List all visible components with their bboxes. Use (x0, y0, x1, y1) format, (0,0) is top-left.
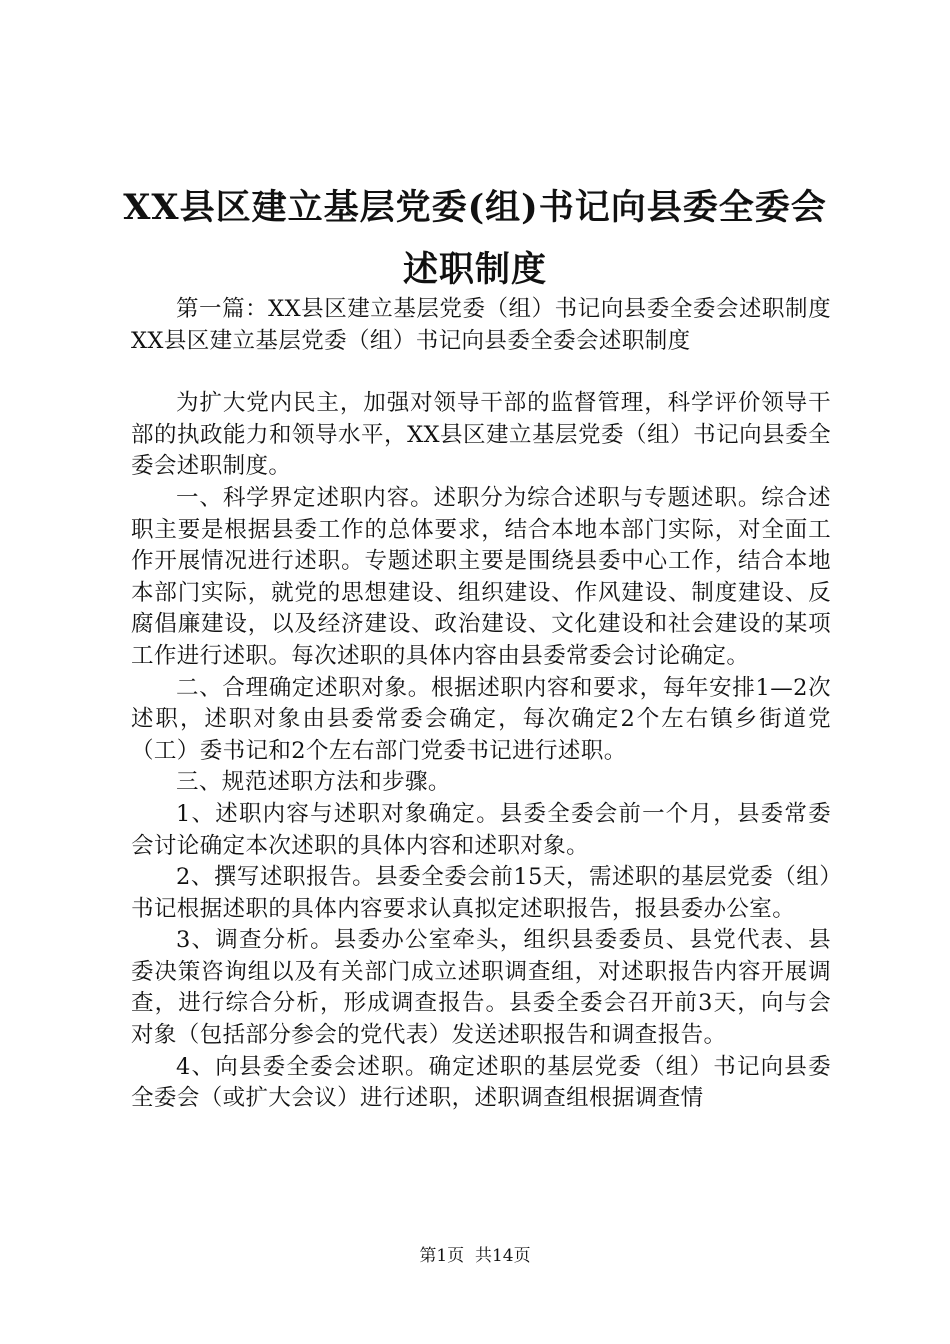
paragraph-section-2: 二、合理确定述职对象。根据述职内容和要求，每年安排1—2次述职，述职对象由县委常委会确定，每次确定2个左右镇乡街道党（工）委书记和2个左右部门党委书记进行述职。 (131, 674, 831, 764)
paragraph-step-2: 2、撰写述职报告。县委全委会前15天，需述职的基层党委（组）书记根据述职的具体内容要求认真拟定述职报告，报县委办公室。 (131, 864, 831, 922)
page-footer: 第1页 共14页 (419, 1246, 531, 1266)
document-body (131, 294, 831, 1115)
document-title-line-1: XX县区建立基层党委(组)书记向县委全委会 (123, 187, 827, 228)
paragraph-step-1: 1、述职内容与述职对象确定。县委全委会前一个月，县委常委会讨论确定本次述职的具体内容和述职对象。 (131, 800, 831, 859)
paragraph-step-4: 4、向县委全委会述职。确定述职的基层党委（组）书记向县委全委会（或扩大会议）进行述职，述职调查组根据调查情 (131, 1053, 831, 1112)
paragraph-step-3: 3、调查分析。县委办公室牵头，组织县委委员、县党代表、县委决策咨询组以及有关部门成立述职调查组，对述职报告内容开展调查，进行综合分析，形成调查报告。县委全委会召开前3天，向与会对象（包括部分参会的党代表）发送述职报告和调查报告。 (131, 927, 831, 1049)
paragraph-purpose: 为扩大党内民主，加强对领导干部的监督管理，科学评价领导干部的执政能力和领导水平，XX县区建立基层党委（组）书记向县委全委会述职制度。 (131, 390, 831, 480)
paragraph-section-1: 一、科学界定述职内容。述职分为综合述职与专题述职。综合述职主要是根据县委工作的总体要求，结合本地本部门实际，对全面工作开展情况进行述职。专题述职主要是围绕县委中心工作，结合本地本部门实际，就党的思想建设、组织建设、作风建设、制度建设、反腐倡廉建设，以及经济建设、政治建设、文化建设和社会建设的某项工作进行述职。每次述职的具体内容由县委常委会讨论确定。 (131, 484, 831, 669)
paragraph-intro: 第一篇：XX县区建立基层党委（组）书记向县委全委会述职制度XX县区建立基层党委（组）书记向县委全委会述职制度 (131, 296, 831, 354)
document-title-line-2: 述职制度 (402, 249, 547, 290)
paragraph-section-3: 三、规范述职方法和步骤。 (176, 769, 451, 796)
